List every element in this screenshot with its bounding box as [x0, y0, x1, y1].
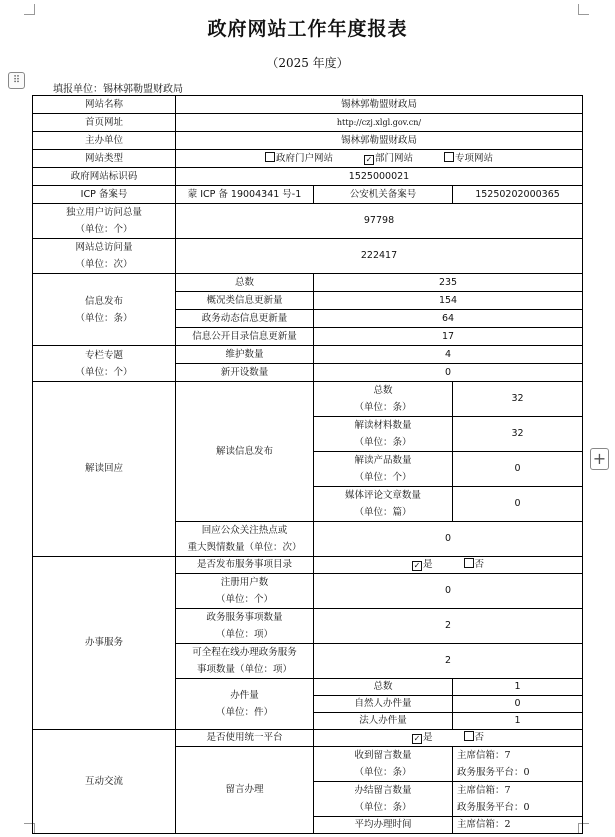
label-cases-legal: 法人办件量 [314, 713, 453, 730]
label-info-publish: 信息发布 （单位：条） [33, 274, 176, 346]
value-responses: 0 [314, 522, 583, 557]
table-row [33, 557, 583, 574]
label-interp-materials: 解读材料数量 （单位：条） [314, 417, 453, 452]
label-site-code: 政府网站标识码 [33, 168, 176, 186]
value-avg-time: 主席信箱：2 [453, 817, 583, 834]
label-police-record: 公安机关备案号 [314, 186, 453, 204]
table-row [33, 114, 583, 132]
table-row [33, 730, 583, 747]
table-row [33, 239, 583, 274]
table-row [33, 96, 583, 114]
report-table [32, 95, 583, 834]
value-media-articles: 0 [453, 487, 583, 522]
checkbox-icon[interactable]: ✓ [413, 734, 421, 743]
table-row [33, 274, 583, 292]
add-row-plus-icon[interactable]: + [590, 448, 609, 470]
table-row [33, 186, 583, 204]
checkbox-icon[interactable] [265, 152, 275, 162]
label-msgs-received: 收到留言数量 （单位：条） [314, 747, 453, 782]
value-online-items: 2 [314, 644, 583, 679]
label-topics-maintained: 维护数量 [176, 346, 314, 364]
checkbox-icon[interactable] [464, 731, 474, 741]
value-topics-new: 0 [314, 364, 583, 382]
label-site-type: 网站类型 [33, 150, 176, 168]
value-site-name: 锡林郭勒盟财政局 [176, 96, 583, 114]
label-media-articles: 媒体评论文章数量 （单位：篇） [314, 487, 453, 522]
label-avg-time: 平均办理时间 [314, 817, 453, 834]
label-unified-platform: 是否使用统一平台 [176, 730, 314, 747]
label-interp-products: 解读产品数量 （单位：个） [314, 452, 453, 487]
value-msgs-done: 主席信箱：7 政务服务平台：0 [453, 782, 583, 817]
value-cases-total: 1 [453, 679, 583, 696]
value-homepage[interactable]: http://czj.xlgl.gov.cn/ [176, 114, 583, 132]
label-overview-updates: 概况类信息更新量 [176, 292, 314, 310]
label-services: 办事服务 [33, 557, 176, 730]
value-pv-total: 222417 [176, 239, 583, 274]
report-title: 政府网站工作年度报表 [207, 18, 408, 40]
label-sponsor: 主办单位 [33, 132, 176, 150]
value-topics-maintained: 4 [314, 346, 583, 364]
label-online-items: 可全程在线办理政务服务 事项数量（单位：项） [176, 644, 314, 679]
label-disclosure-updates: 信息公开目录信息更新量 [176, 328, 314, 346]
platform-yes-no [314, 730, 583, 747]
value-icp: 蒙 ICP 备 19004341 号-1 [176, 186, 314, 204]
checkbox-icon[interactable] [444, 152, 454, 162]
value-interp-products: 0 [453, 452, 583, 487]
value-msgs-received: 主席信箱：7 政务服务平台：0 [453, 747, 583, 782]
checkbox-icon[interactable]: ✓ [413, 561, 421, 570]
label-news-updates: 政务动态信息更新量 [176, 310, 314, 328]
value-info-total: 235 [314, 274, 583, 292]
value-registered-users: 0 [314, 574, 583, 609]
site-type-options [176, 150, 583, 168]
value-uv-total: 97798 [176, 204, 583, 239]
table-move-handle-icon[interactable]: ⠿ [8, 72, 25, 89]
label-special-topics: 专栏专题 （单位：个） [33, 346, 176, 382]
value-interp-materials: 32 [453, 417, 583, 452]
option-no[interactable]: 否 [464, 730, 485, 746]
option-yes[interactable]: ✓ 是 [413, 559, 433, 570]
label-topics-new: 新开设数量 [176, 364, 314, 382]
label-interp-total: 总数 （单位：条） [314, 382, 453, 417]
label-publish-catalog: 是否发布服务事项目录 [176, 557, 314, 574]
report-year: （2025 年度） [266, 56, 349, 70]
label-msgs-done: 办结留言数量 （单位：条） [314, 782, 453, 817]
table-row [33, 382, 583, 417]
value-cases-legal: 1 [453, 713, 583, 730]
site-type-option-department[interactable]: ✓ 部门网站 [365, 152, 414, 164]
label-site-name: 网站名称 [33, 96, 176, 114]
table-row [33, 132, 583, 150]
value-interp-total: 32 [453, 382, 583, 417]
value-overview-updates: 154 [314, 292, 583, 310]
label-cases-total: 总数 [314, 679, 453, 696]
value-news-updates: 64 [314, 310, 583, 328]
value-disclosure-updates: 17 [314, 328, 583, 346]
value-police-record: 15250202000365 [453, 186, 583, 204]
option-yes[interactable]: ✓ 是 [413, 732, 433, 743]
checkbox-icon[interactable] [464, 558, 474, 568]
catalog-yes-no [314, 557, 583, 574]
label-cases-natural: 自然人办件量 [314, 696, 453, 713]
label-case-volume: 办件量 （单位：件） [176, 679, 314, 730]
label-info-total: 总数 [176, 274, 314, 292]
site-type-option-special[interactable]: 专项网站 [444, 151, 493, 167]
filling-unit: 填报单位：锡林郭勒盟财政局 [53, 84, 183, 95]
label-homepage: 首页网址 [33, 114, 176, 132]
label-registered-users: 注册用户数 （单位：个） [176, 574, 314, 609]
label-interp-publish: 解读信息发布 [176, 382, 314, 522]
label-uv-total: 独立用户访问总量 （单位：个） [33, 204, 176, 239]
value-service-items: 2 [314, 609, 583, 644]
table-row [33, 150, 583, 168]
label-interpretation: 解读回应 [33, 382, 176, 557]
value-sponsor: 锡林郭勒盟财政局 [176, 132, 583, 150]
value-site-code: 1525000021 [176, 168, 583, 186]
label-pv-total: 网站总访问量 （单位：次） [33, 239, 176, 274]
label-service-items: 政务服务事项数量 （单位：项） [176, 609, 314, 644]
site-type-option-portal[interactable]: 政府门户网站 [265, 151, 333, 167]
value-cases-natural: 0 [453, 696, 583, 713]
option-no[interactable]: 否 [464, 557, 485, 573]
label-responses: 回应公众关注热点或 重大舆情数量（单位：次） [176, 522, 314, 557]
table-row [33, 168, 583, 186]
table-row [33, 204, 583, 239]
label-interaction: 互动交流 [33, 730, 176, 834]
label-icp: ICP 备案号 [33, 186, 176, 204]
label-message-handling: 留言办理 [176, 747, 314, 834]
checkbox-icon[interactable]: ✓ [365, 154, 373, 164]
table-row [33, 346, 583, 364]
